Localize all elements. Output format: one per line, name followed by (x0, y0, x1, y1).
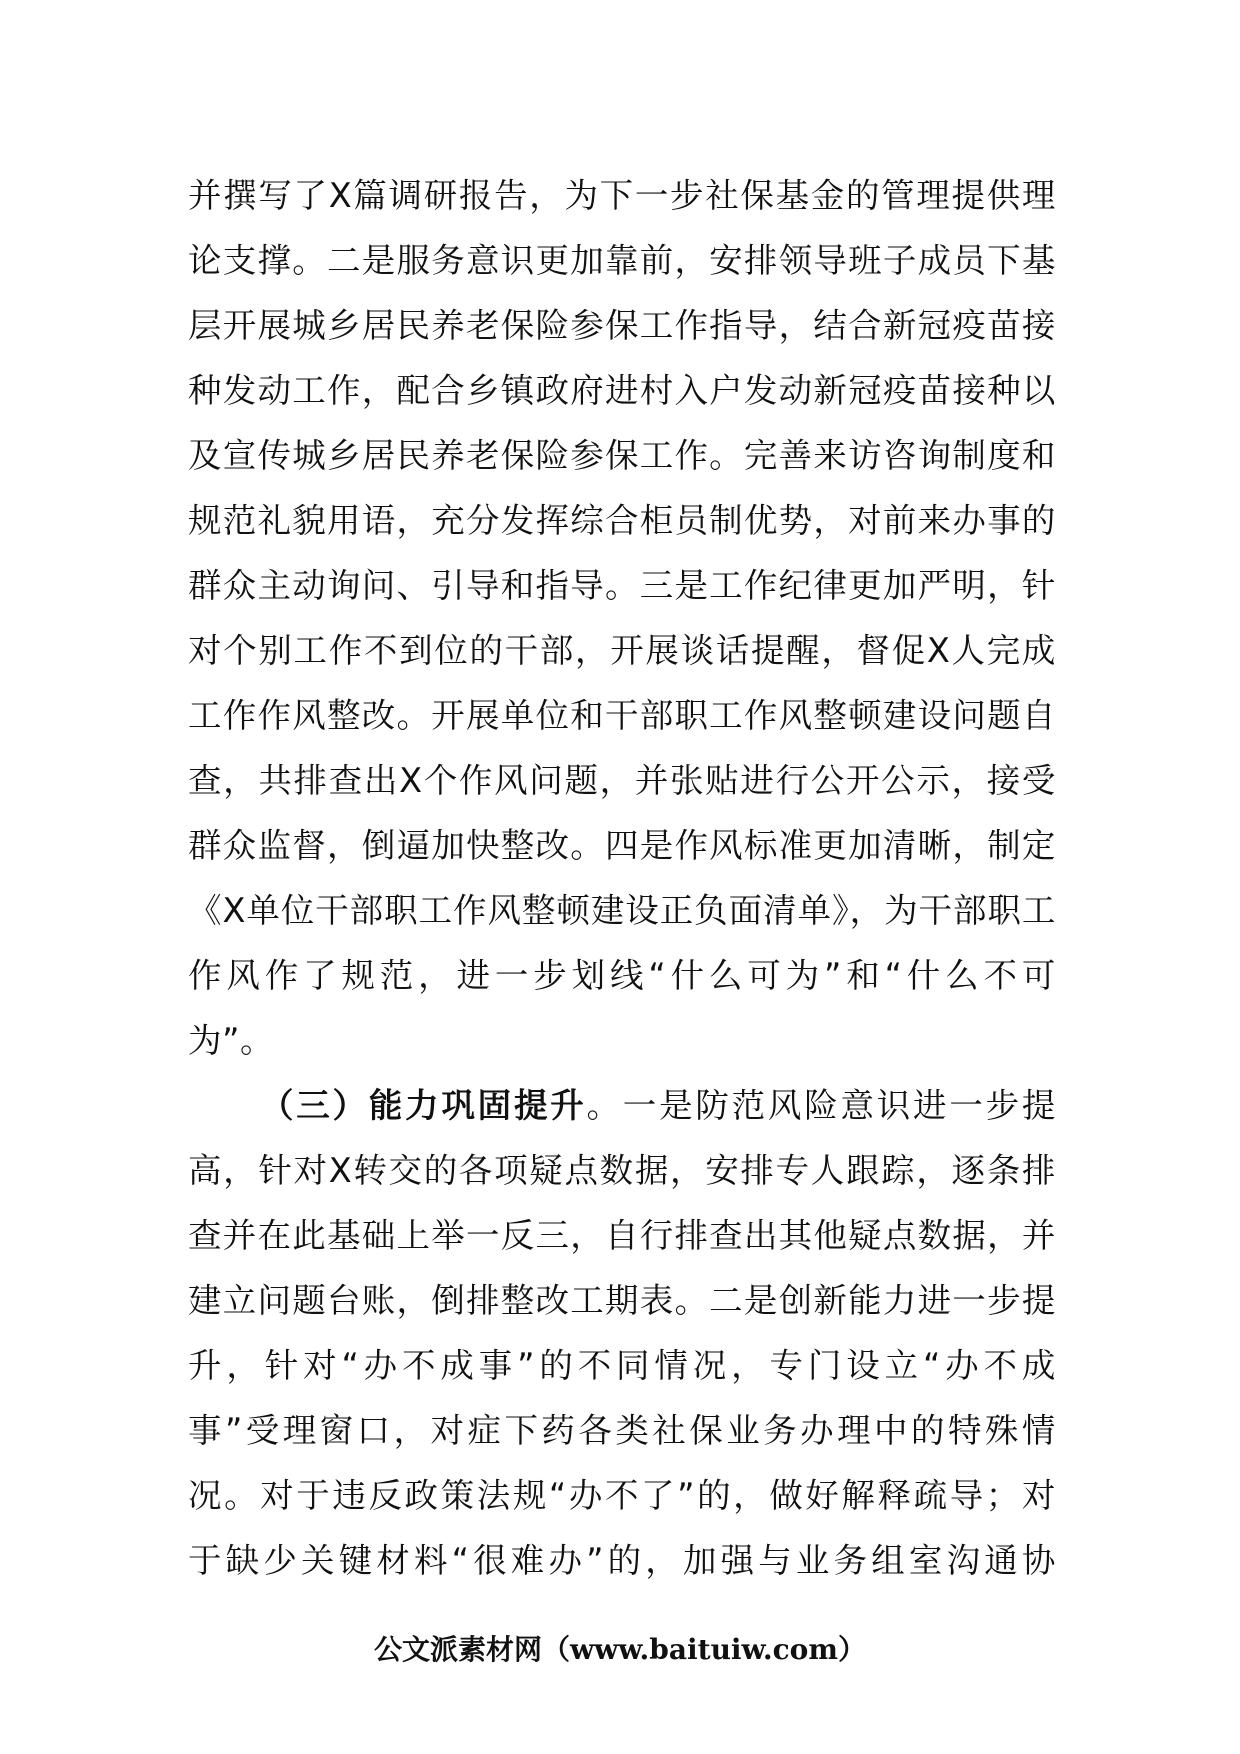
section-first-line (188, 1073, 1056, 1138)
text-line: 群众主动询问、引导和指导。三是工作纪律更加严明，针 (188, 566, 1056, 605)
text-line: 群众监督，倒逼加快整改。四是作风标准更加清晰，制定 (188, 826, 1056, 865)
text-line: 高，针对X转交的各项疑点数据，安排专人跟踪，逐条排 (188, 1151, 1056, 1190)
text-line: 事”受理窗口，对症下药各类社保业务办理中的特殊情 (188, 1411, 1056, 1450)
text-line: 规范礼貌用语，充分发挥综合柜员制优势，对前来办事的 (188, 501, 1056, 540)
body-text (188, 163, 1056, 1593)
text-line: 于缺少关键材料“很难办”的，加强与业务组室沟通协 (188, 1541, 1056, 1580)
text-line: 建立问题台账，倒排整改工期表。二是创新能力进一步提 (188, 1281, 1056, 1320)
text-line: 论支撑。二是服务意识更加靠前，安排领导班子成员下基 (188, 241, 1056, 280)
section-first-line-text: 。一是防范风险意识进一步提 (586, 1086, 1056, 1125)
text-line: 升，针对“办不成事”的不同情况，专门设立“办不成 (188, 1346, 1056, 1385)
text-line: 查并在此基础上举一反三，自行排查出其他疑点数据，并 (188, 1216, 1056, 1255)
text-line: 为”。 (188, 1021, 275, 1060)
text-line: 种发动工作，配合乡镇政府进村入户发动新冠疫苗接种以 (188, 371, 1056, 410)
text-line: 况。对于违反政策法规“办不了”的，做好解释疏导；对 (188, 1476, 1056, 1515)
text-line: 作风作了规范，进一步划线“什么可为”和“什么不可 (188, 956, 1056, 995)
section-heading: （三）能力巩固提升 (260, 1086, 587, 1125)
footer-watermark: 公文派素材网（www.baituiw.com） (374, 1633, 866, 1666)
text-line: 并撰写了X篇调研报告，为下一步社保基金的管理提供理 (188, 176, 1056, 215)
text-line: 及宣传城乡居民养老保险参保工作。完善来访咨询制度和 (188, 436, 1056, 475)
text-line: 工作作风整改。开展单位和干部职工作风整顿建设问题自 (188, 696, 1056, 735)
text-line: 对个别工作不到位的干部，开展谈话提醒，督促X人完成 (188, 631, 1056, 670)
text-line: 《X单位干部职工作风整顿建设正负面清单》，为干部职工 (188, 891, 1056, 930)
text-line: 查，共排查出X个作风问题，并张贴进行公开公示，接受 (188, 761, 1056, 800)
text-line: 层开展城乡居民养老保险参保工作指导，结合新冠疫苗接 (188, 306, 1056, 345)
